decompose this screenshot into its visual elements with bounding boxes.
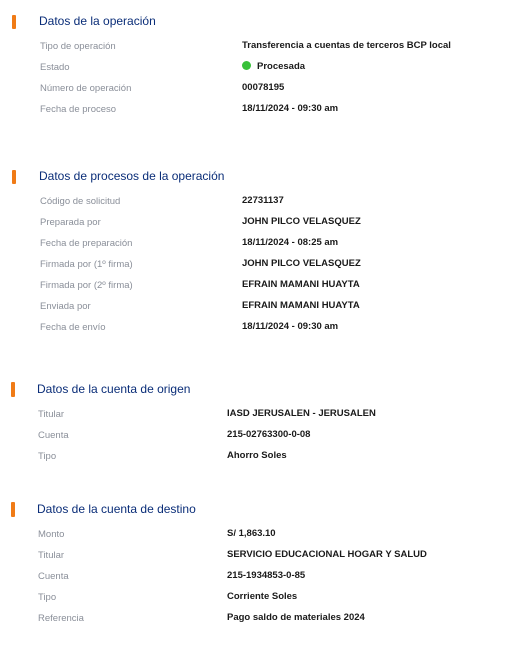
section-destination-account bbox=[0, 502, 511, 630]
row-value: 215-1934853-0-85 bbox=[227, 570, 306, 581]
detail-row bbox=[0, 100, 511, 121]
row-value: EFRAIN MAMANI HUAYTA bbox=[242, 300, 360, 311]
row-label: Preparada por bbox=[40, 217, 101, 228]
row-value: Corriente Soles bbox=[227, 591, 298, 602]
row-label: Monto bbox=[38, 529, 65, 540]
row-value: 18/11/2024 - 09:30 am bbox=[242, 103, 339, 114]
section-accent-bar bbox=[11, 382, 15, 397]
status-text: Procesada bbox=[257, 61, 306, 72]
row-value: 215-02763300-0-08 bbox=[227, 429, 311, 440]
row-label: Firmada por (2º firma) bbox=[40, 280, 133, 291]
detail-row bbox=[0, 213, 511, 234]
detail-row bbox=[0, 447, 511, 468]
section-accent-bar bbox=[12, 170, 16, 184]
row-value: Transferencia a cuentas de terceros BCP local bbox=[242, 40, 451, 51]
row-label: Código de solicitud bbox=[40, 196, 121, 207]
row-value: 00078195 bbox=[242, 82, 285, 93]
section-title: Datos de la cuenta de origen bbox=[37, 382, 191, 396]
row-label: Fecha de envío bbox=[40, 322, 106, 333]
section-accent-bar bbox=[12, 15, 16, 29]
detail-row bbox=[0, 525, 511, 546]
section-process-data bbox=[0, 169, 511, 339]
section-accent-bar bbox=[11, 502, 15, 517]
detail-row bbox=[0, 609, 511, 630]
section-origin-account bbox=[0, 382, 511, 468]
row-label: Titular bbox=[38, 409, 65, 420]
row-value: IASD JERUSALEN - JERUSALEN bbox=[227, 408, 376, 419]
section-title: Datos de procesos de la operación bbox=[39, 169, 225, 183]
detail-row bbox=[0, 405, 511, 426]
row-label: Estado bbox=[40, 62, 70, 73]
status-dot-icon bbox=[242, 61, 251, 70]
row-value: S/ 1,863.10 bbox=[227, 528, 276, 539]
row-value: 22731137 bbox=[242, 195, 284, 206]
row-label: Número de operación bbox=[40, 83, 132, 94]
row-label: Titular bbox=[38, 550, 65, 561]
detail-row bbox=[0, 426, 511, 447]
detail-row bbox=[0, 255, 511, 276]
row-label: Firmada por (1º firma) bbox=[40, 259, 133, 270]
detail-row bbox=[0, 567, 511, 588]
detail-row bbox=[0, 276, 511, 297]
row-label: Enviada por bbox=[40, 301, 91, 312]
row-value: EFRAIN MAMANI HUAYTA bbox=[242, 279, 360, 290]
detail-row bbox=[0, 58, 511, 79]
detail-row bbox=[0, 546, 511, 567]
row-label: Tipo de operación bbox=[40, 41, 116, 52]
section-header bbox=[0, 14, 511, 36]
row-value: 18/11/2024 - 08:25 am bbox=[242, 237, 339, 248]
row-value: 18/11/2024 - 09:30 am bbox=[242, 321, 339, 332]
detail-row bbox=[0, 79, 511, 100]
row-label: Tipo bbox=[38, 451, 57, 462]
row-label: Cuenta bbox=[38, 571, 69, 582]
row-value: JOHN PILCO VELASQUEZ bbox=[242, 216, 361, 227]
row-label: Cuenta bbox=[38, 430, 69, 441]
row-label: Referencia bbox=[38, 613, 84, 624]
detail-row bbox=[0, 588, 511, 609]
row-value-status bbox=[242, 61, 305, 72]
section-header bbox=[0, 502, 511, 524]
row-value: SERVICIO EDUCACIONAL HOGAR Y SALUD bbox=[227, 549, 427, 560]
section-title: Datos de la operación bbox=[39, 14, 156, 28]
section-title: Datos de la cuenta de destino bbox=[37, 502, 196, 516]
detail-row bbox=[0, 234, 511, 255]
row-label: Tipo bbox=[38, 592, 57, 603]
detail-row bbox=[0, 318, 511, 339]
section-header bbox=[0, 382, 511, 404]
row-value: Ahorro Soles bbox=[227, 450, 287, 461]
row-label: Fecha de preparación bbox=[40, 238, 133, 249]
row-label: Fecha de proceso bbox=[40, 104, 117, 115]
row-value: JOHN PILCO VELASQUEZ bbox=[242, 258, 361, 269]
section-header bbox=[0, 169, 511, 191]
section-operation-data bbox=[0, 14, 511, 121]
detail-row bbox=[0, 192, 511, 213]
detail-row bbox=[0, 297, 511, 318]
row-value: Pago saldo de materiales 2024 bbox=[227, 612, 365, 623]
detail-row bbox=[0, 37, 511, 58]
